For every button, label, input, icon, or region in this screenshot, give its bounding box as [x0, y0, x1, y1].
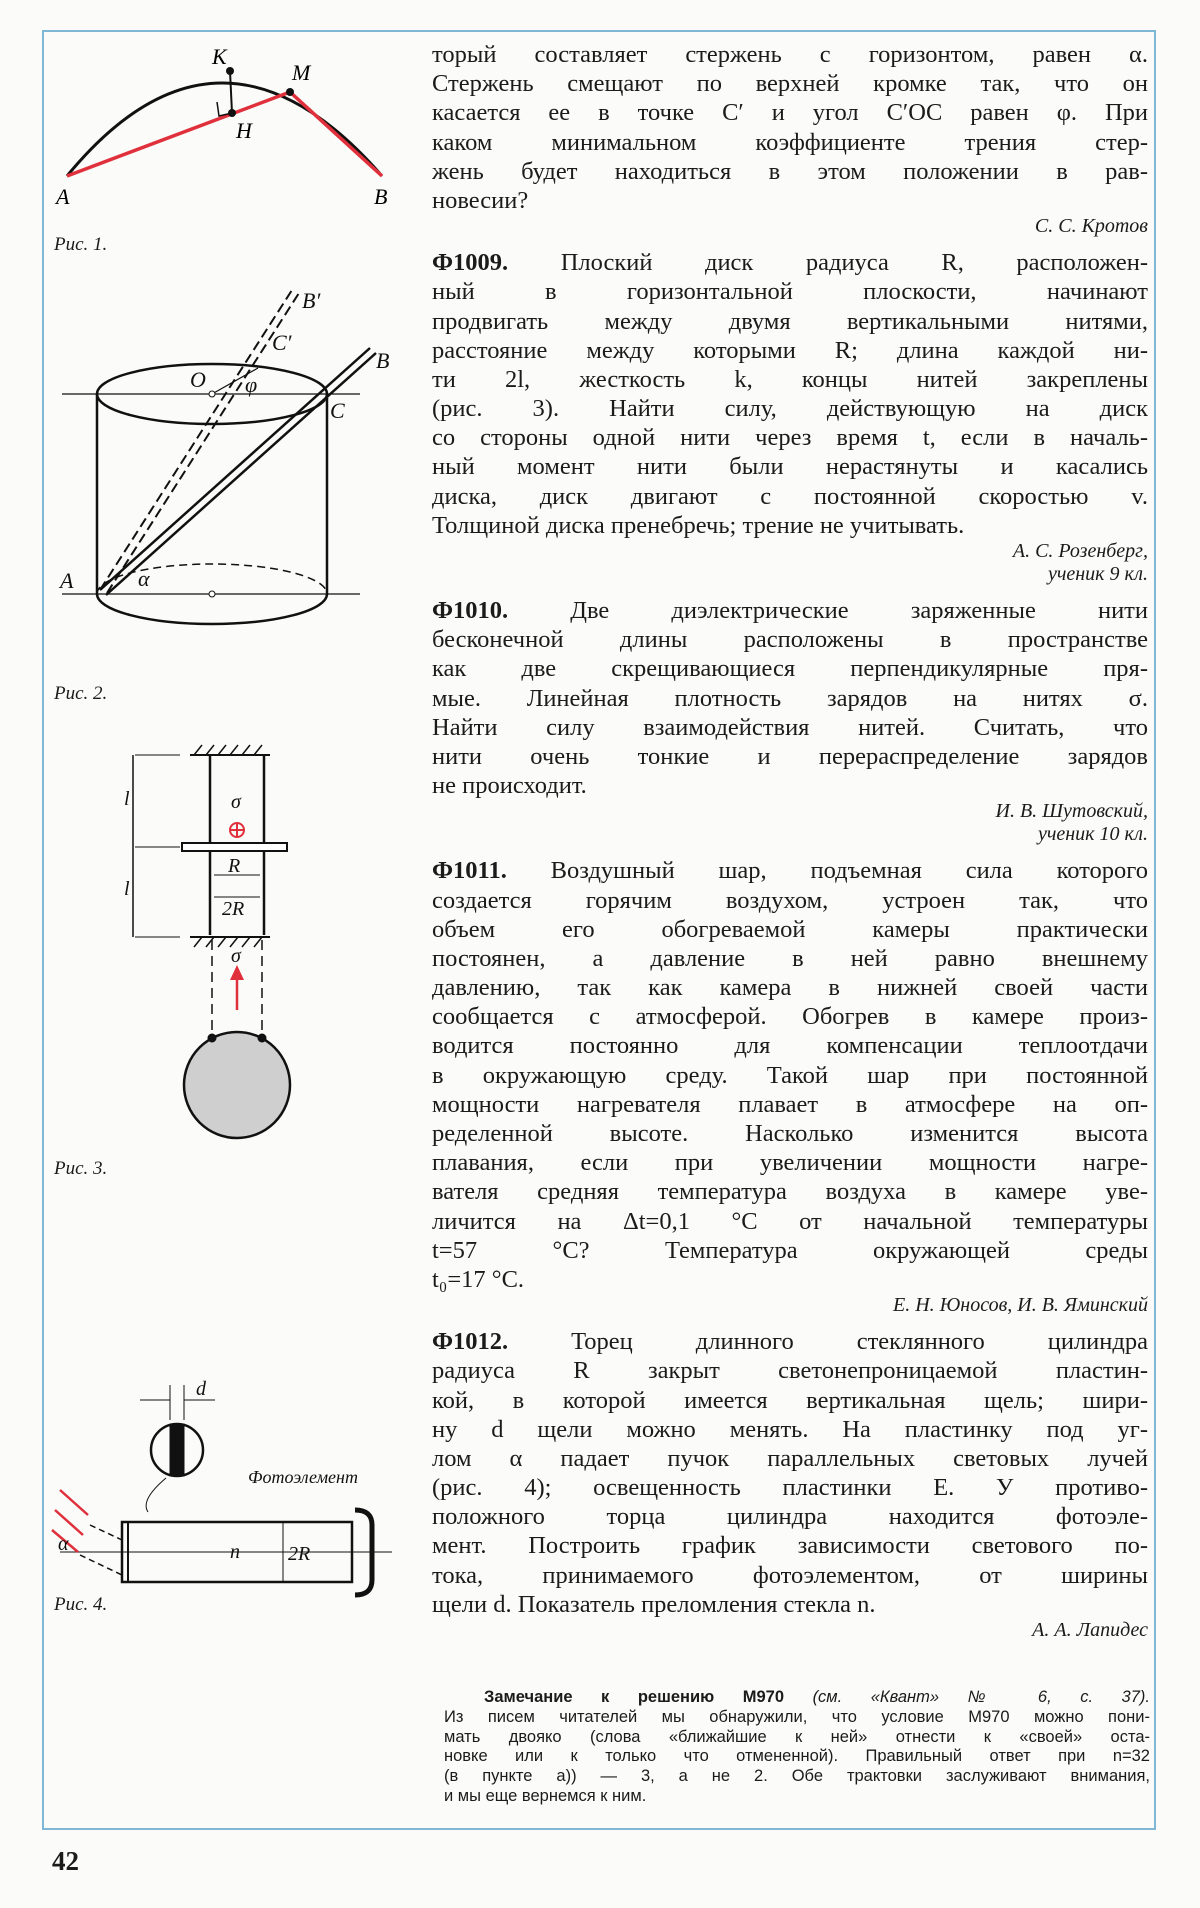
text-line: положного торца цилиндра находится фотоэле- [432, 1503, 1148, 1531]
text-line: каком минимальном коэффициенте трения стер- [432, 128, 1148, 156]
note [444, 1688, 1150, 1807]
text-line: расстояние между которыми R; длина каждой ни- [432, 336, 1148, 364]
label-alpha: α [58, 1533, 69, 1555]
text-line: радиуса R закрыт светонепроницаемой пластин- [432, 1357, 1148, 1385]
problem-1011 [432, 856, 1148, 1317]
text-line: касается ее в точке C′ и угол C′OC равен φ. При [432, 99, 1148, 127]
text-line: тока, принимаемого фотоэлементом, от ширины [432, 1561, 1148, 1589]
text-line: Из писем читателей мы обнаружили, что условие М970 можно пони- [444, 1707, 1150, 1726]
problem-1009 [432, 248, 1148, 586]
text-line: и мы еще вернемся к ним. [444, 1786, 647, 1805]
problem-id: Ф1012. [432, 1328, 509, 1356]
text-line: Стержень смещают по верхней кромке так, что он [432, 70, 1148, 98]
text-line: щели d. Показатель преломления стекла n. [432, 1590, 876, 1618]
text-line: продвигать между двумя вертикальными нитями, [432, 307, 1148, 335]
figures-column [44, 32, 444, 1632]
caption-fig-2: Рис. 2. [54, 683, 108, 704]
text-line: ределенной высоте. Насколько изменится высота [432, 1120, 1148, 1147]
label-b: B [374, 184, 388, 209]
text-line: (рис. 3). Найти силу, действующую на диск [432, 395, 1148, 423]
text-line: диска, диск двигают с постоянной скоростью v. [432, 482, 1148, 510]
text-line: мать двояко (слова «ближайшие к ней» отнести к «своей» оста- [444, 1727, 1150, 1746]
label-d: d [196, 1378, 206, 1400]
label-k: K [212, 44, 227, 69]
text-line: создается горячим воздухом, устроен так, что [432, 886, 1148, 914]
text-line: мент. Построить график зависимости светового по- [432, 1532, 1148, 1560]
figure-3 [124, 745, 290, 1138]
text-line: ти 2l, жесткость k, концы нитей закреплены [432, 365, 1148, 393]
text-line: ну d щели можно менять. На пластинку под уг- [432, 1415, 1148, 1443]
label-alpha: α [138, 566, 150, 591]
intro-author: С. С. Кротов [1034, 215, 1148, 238]
label-a: A [60, 568, 74, 593]
text-line: сообщается с атмосферой. Обогрев в камере произ- [432, 1003, 1148, 1031]
text-line: лом α падает пучок параллельных световых лучей [432, 1444, 1148, 1472]
text-line: жень будет находиться в этом положении в рав- [432, 157, 1148, 185]
text-line: Найти силу взаимодействия нитей. Считать, что [432, 713, 1148, 741]
text-line: новке или к только что отмененной). Правильный ответ при n=32 [444, 1747, 1150, 1766]
problem-author: А. С. Розенберг, [1012, 540, 1148, 562]
problem-author: И. В. Шутовский, [995, 800, 1148, 823]
text-line: мощности нагревателя плавает в атмосфере на оп- [432, 1090, 1148, 1118]
label-o: O [190, 367, 206, 392]
note-title: Замечание к решению М970 [484, 1688, 785, 1706]
problem-author: Е. Н. Юносов, И. В. Яминский [892, 1294, 1148, 1317]
problem-author: ученик 10 кл. [1037, 823, 1148, 846]
problem-text: Плоский диск радиуса R, расположен- [560, 249, 1148, 277]
figure-2 [58, 288, 389, 624]
text-line: ный момент нити были нерастянуты и касались [432, 453, 1148, 481]
label-a: A [56, 184, 70, 209]
problem-1010 [432, 596, 1148, 846]
text-line: мые. Линейная плотность зарядов на нитях σ. [432, 684, 1148, 712]
text-line: (в пункте а)) — 3, а не 2. Обе трактовки заслуживают внимания, [444, 1767, 1150, 1786]
text-line [432, 1327, 1148, 1356]
text-line: постоянен, а давление в ней равно внешнему [432, 944, 1148, 972]
label-sigma-top: σ [231, 791, 241, 813]
problem-id: Ф1010. [432, 597, 509, 624]
problem-author: ученик 9 кл. [1047, 563, 1148, 585]
text-line: торый составляет стержень с горизонтом, равен α. [432, 41, 1148, 68]
problem-text: Две диэлектрические заряженные нити [570, 597, 1148, 624]
label-c-prime: C′ [272, 330, 292, 355]
text-line: в окружающую среду. Такой шар при постоянной [432, 1061, 1148, 1089]
label-c: C [330, 398, 345, 423]
text-line [432, 596, 1148, 625]
text-line: кой, в которой имеется вертикальная щель; шири- [432, 1386, 1148, 1414]
problem-text: Воздушный шар, подъемная сила которого [550, 857, 1149, 885]
text-line: (рис. 4); освещенность пластинки E. У противо- [432, 1474, 1148, 1502]
label-n: n [230, 1541, 240, 1563]
figure-1 [54, 44, 387, 209]
text-line: бесконечной длины расположены в пространстве [432, 626, 1148, 654]
text-line: нити очень тонкие и перераспределение зарядов [432, 742, 1148, 770]
text-line: со стороны одной нити через время t, если в началь- [432, 424, 1148, 452]
text-line [432, 248, 1148, 277]
problem-1012 [432, 1327, 1148, 1642]
label-l-bottom: l [124, 878, 130, 900]
text-line: водится постоянно для компенсации теплоотдачи [432, 1032, 1148, 1060]
text-line: вателя средняя температура воздуха в камере уве- [432, 1178, 1148, 1206]
text-line: новесии? [432, 186, 529, 214]
figure-4 [52, 1378, 392, 1595]
label-l-top: l [124, 788, 130, 810]
label-photocell: Фотоэлемент [248, 1467, 358, 1487]
label-r: R [228, 855, 241, 877]
text-line: Толщиной диска пренебречь; трение не учитывать. [432, 511, 965, 539]
text-line: t=57 °C? Температура окружающей среды [432, 1236, 1148, 1264]
label-b: B [376, 348, 390, 373]
problem-id: Ф1009. [432, 249, 509, 277]
problem-id: Ф1011. [432, 857, 507, 885]
page-number: 42 [52, 1846, 79, 1876]
note-heading [444, 1688, 1150, 1708]
text-line: ный в горизонтальной плоскости, начинают [432, 278, 1148, 306]
text-line [432, 856, 1148, 885]
label-m: M [292, 60, 311, 85]
text-line: как две скрещивающиеся перпендикулярные пря- [432, 655, 1148, 683]
caption-fig-4: Рис. 4. [54, 1594, 108, 1615]
text-line: плавания, если при увеличении мощности нагре- [432, 1149, 1148, 1177]
label-phi: φ [245, 372, 258, 397]
caption-fig-3: Рис. 3. [54, 1158, 108, 1179]
label-2r: 2R [222, 898, 245, 920]
intro-text [432, 40, 1148, 215]
text-line: давлению, так как камера в нижней своей части [432, 974, 1148, 1002]
note-ref: (см. «Квант» № 6, с. 37). [812, 1688, 1150, 1706]
label-sigma-bottom: σ [231, 945, 241, 967]
caption-fig-1: Рис. 1. [54, 234, 108, 255]
problem-text: Торец длинного стеклянного цилиндра [571, 1328, 1148, 1356]
label-2r: 2R [288, 1543, 311, 1565]
note-body [444, 1708, 1150, 1807]
problem-author: А. А. Лапидес [1032, 1619, 1148, 1641]
text-line: личится на Δt=0,1 °C от начальной температуры [432, 1207, 1148, 1235]
label-b-prime: B′ [302, 288, 321, 313]
text-line: t₀=17 °C. [432, 1265, 525, 1293]
text-line: не происходит. [432, 772, 587, 800]
label-h: H [236, 118, 252, 143]
text-column [432, 40, 1148, 1642]
problems-list [432, 248, 1148, 1642]
text-line: объем его обогреваемой камеры практически [432, 915, 1148, 943]
